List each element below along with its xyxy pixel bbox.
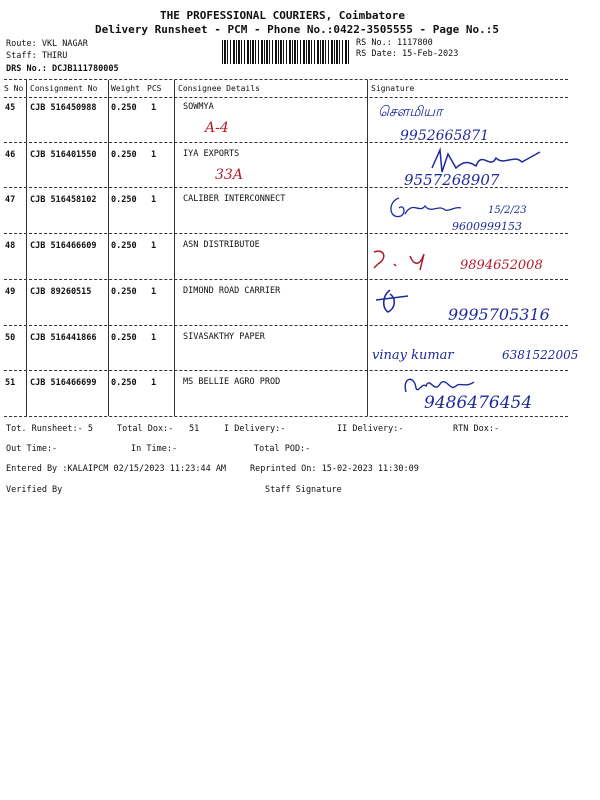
staff-signature: Staff Signature bbox=[265, 485, 342, 495]
row-consignee: SIVASAKTHY PAPER bbox=[183, 332, 265, 342]
row-sno: 46 bbox=[5, 150, 16, 160]
row-sno: 49 bbox=[5, 287, 16, 297]
row-pcs: 1 bbox=[151, 195, 157, 205]
col-consignment: Consignment No bbox=[30, 84, 98, 93]
total-dox-value: 51 bbox=[189, 424, 200, 434]
col-divider bbox=[26, 80, 27, 416]
row-sno: 50 bbox=[5, 333, 16, 343]
signature-phone: 6381522005 bbox=[502, 348, 579, 362]
signature-scribble bbox=[372, 286, 412, 316]
ii-delivery: II Delivery:- bbox=[337, 424, 404, 434]
i-delivery: I Delivery:- bbox=[224, 424, 286, 434]
row-consignment: CJB 516441866 bbox=[30, 333, 97, 343]
row-sno: 48 bbox=[5, 241, 16, 251]
handwritten-note: 33A bbox=[215, 167, 243, 183]
signature-phone: 9894652008 bbox=[460, 258, 543, 273]
row-weight: 0.250 bbox=[111, 333, 137, 343]
row-pcs: 1 bbox=[151, 378, 157, 388]
row-consignment: CJB 516466699 bbox=[30, 378, 97, 388]
row-weight: 0.250 bbox=[111, 241, 137, 251]
col-signature: Signature bbox=[371, 84, 415, 93]
header-top-rule bbox=[4, 79, 568, 80]
row-weight: 0.250 bbox=[111, 378, 137, 388]
col-consignee: Consignee Details bbox=[178, 84, 260, 93]
row-pcs: 1 bbox=[151, 333, 157, 343]
row-pcs: 1 bbox=[151, 103, 157, 113]
header-bottom-rule bbox=[4, 97, 568, 98]
col-sno: S No bbox=[4, 84, 24, 93]
row-weight: 0.250 bbox=[111, 195, 137, 205]
row-consignee: ASN DISTRIBUTOE bbox=[183, 240, 260, 250]
row-rule bbox=[4, 370, 568, 371]
route-label: Route: VKL NAGAR bbox=[6, 39, 88, 49]
row-consignment: CJB 516458102 bbox=[30, 195, 97, 205]
signature-phone: 9600999153 bbox=[452, 220, 522, 233]
signature-phone: 9557268907 bbox=[404, 171, 500, 189]
row-rule bbox=[4, 233, 568, 234]
row-weight: 0.250 bbox=[111, 103, 137, 113]
row-weight: 0.250 bbox=[111, 287, 137, 297]
col-divider bbox=[108, 80, 109, 416]
row-consignment: CJB 516401550 bbox=[30, 150, 97, 160]
out-time: Out Time:- bbox=[6, 444, 58, 454]
signature-phone: 9486476454 bbox=[424, 393, 533, 413]
row-sno: 47 bbox=[5, 195, 16, 205]
entered-by: Entered By :KALAIPCM 02/15/2023 11:23:44 AM bbox=[6, 464, 227, 474]
barcode bbox=[222, 40, 350, 64]
row-pcs: 1 bbox=[151, 287, 157, 297]
col-divider bbox=[174, 80, 175, 416]
row-rule bbox=[4, 416, 568, 417]
rs-date: RS Date: 15-Feb-2023 bbox=[356, 49, 459, 59]
rs-number: RS No.: 1117800 bbox=[356, 38, 433, 48]
rtn-dox: RTN Dox:- bbox=[453, 424, 500, 434]
row-pcs: 1 bbox=[151, 150, 157, 160]
row-consignee: MS BELLIE AGRO PROD bbox=[183, 377, 281, 387]
signature-name: சௌமியா bbox=[378, 104, 443, 120]
row-consignment: CJB 516466609 bbox=[30, 241, 97, 251]
row-consignee: SOWMYA bbox=[183, 102, 214, 112]
total-runsheet: Tot. Runsheet:- 5 bbox=[6, 424, 93, 434]
row-weight: 0.250 bbox=[111, 150, 137, 160]
col-divider bbox=[367, 80, 368, 416]
drs-number: DRS No.: DCJB111780005 bbox=[6, 64, 119, 74]
row-consignee: CALIBER INTERCONNECT bbox=[183, 194, 286, 204]
total-pod: Total POD:- bbox=[254, 444, 311, 454]
row-pcs: 1 bbox=[151, 241, 157, 251]
signature-phone: 9995705316 bbox=[448, 305, 550, 324]
handwritten-note: A-4 bbox=[205, 120, 229, 136]
staff-label: Staff: THIRU bbox=[6, 51, 68, 61]
row-consignee: DIMOND ROAD CARRIER bbox=[183, 286, 281, 296]
col-weight: Weight bbox=[111, 84, 140, 93]
row-rule bbox=[4, 325, 568, 326]
signature-phone: 9952665871 bbox=[400, 128, 490, 144]
row-rule bbox=[4, 187, 568, 188]
signature-name: vinay kumar bbox=[372, 348, 454, 363]
signature-scribble bbox=[370, 246, 440, 272]
row-rule bbox=[4, 142, 568, 143]
row-consignee: IYA EXPORTS bbox=[183, 149, 240, 159]
row-consignment: CJB 89260515 bbox=[30, 287, 92, 297]
company-name: THE PROFESSIONAL COURIERS, Coimbatore bbox=[160, 9, 406, 22]
verified-by: Verified By bbox=[6, 485, 63, 495]
in-time: In Time:- bbox=[131, 444, 178, 454]
row-sno: 51 bbox=[5, 378, 16, 388]
row-consignment: CJB 516450988 bbox=[30, 103, 97, 113]
col-pcs: PCS bbox=[147, 84, 162, 93]
total-dox-label: Total Dox:- bbox=[117, 424, 174, 434]
reprinted-on: Reprinted On: 15-02-2023 11:30:09 bbox=[250, 464, 419, 474]
row-rule bbox=[4, 279, 568, 280]
runsheet-subtitle: Delivery Runsheet - PCM - Phone No.:0422-3505555 - Page No.:5 bbox=[95, 23, 499, 36]
signature-date: 15/2/23 bbox=[488, 205, 527, 216]
row-sno: 45 bbox=[5, 103, 16, 113]
